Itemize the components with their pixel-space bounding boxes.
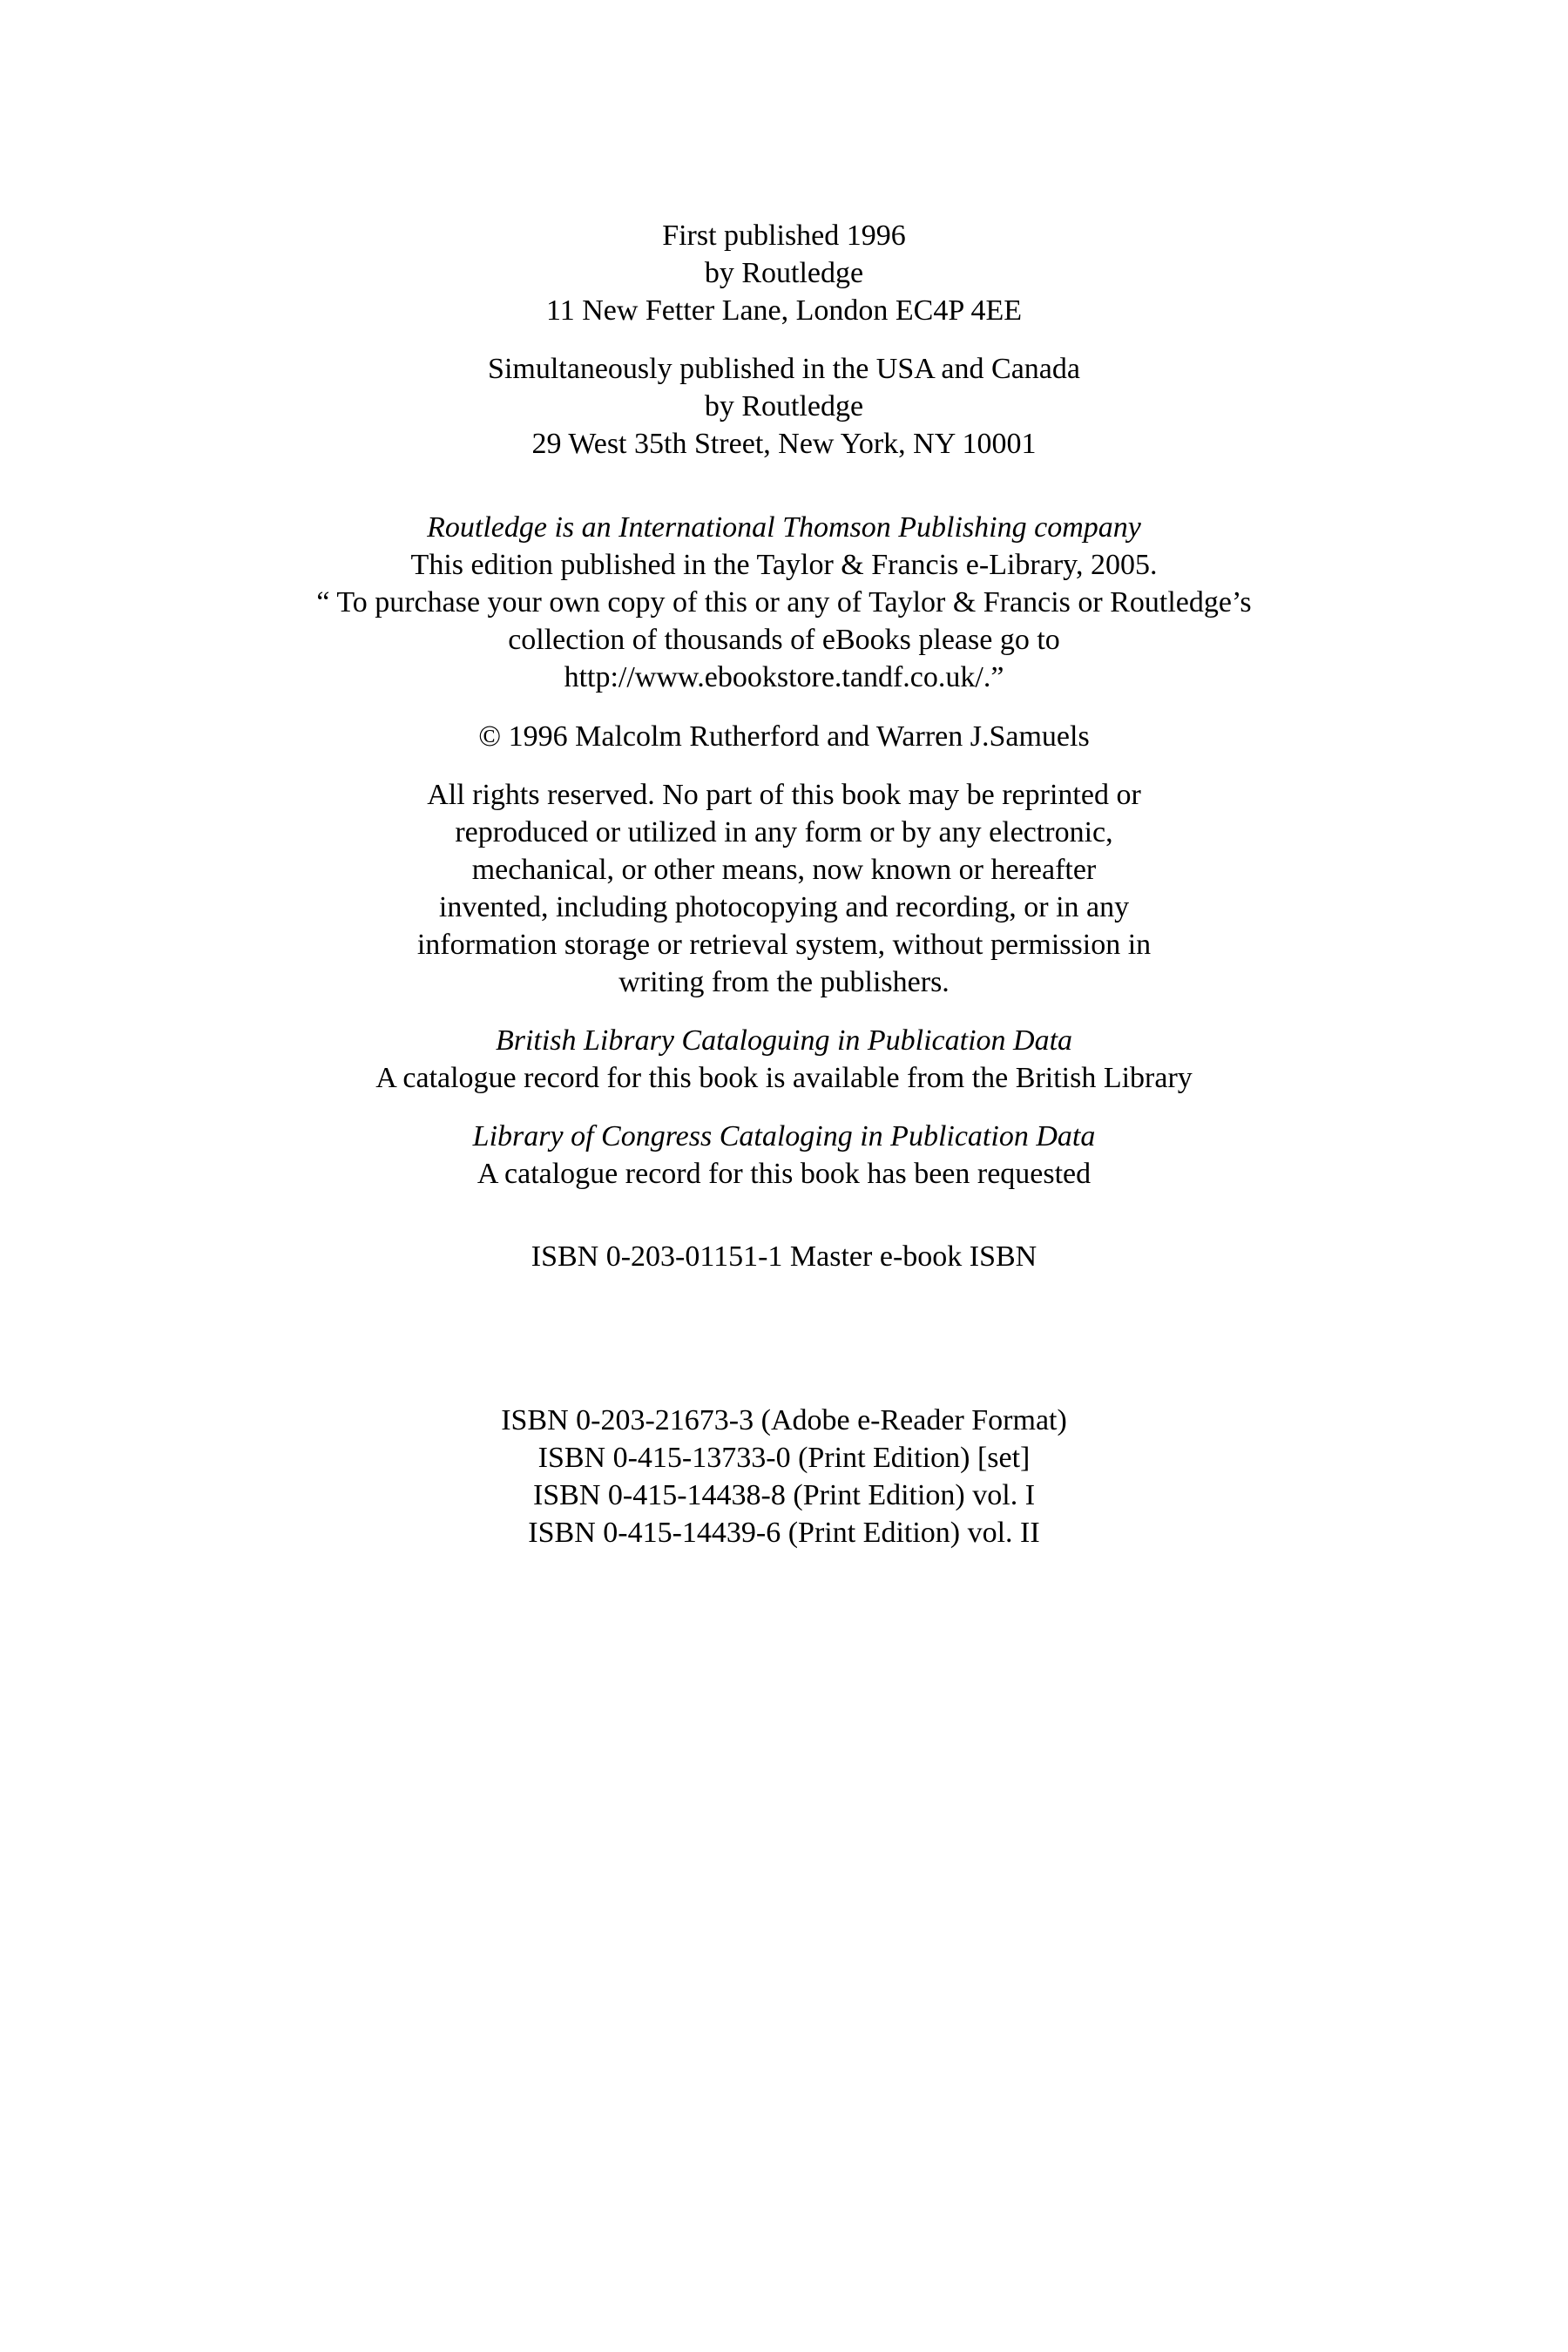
rights-line: writing from the publishers. [618,966,950,998]
publisher-address-line: 11 New Fetter Lane, London EC4P 4EE [545,294,1023,327]
first-published-line: First published 1996 [662,220,906,252]
copyright-notice: © 1996 Malcolm Rutherford and Warren J.Samuels [478,720,1090,753]
isbn-line: ISBN 0-415-14438-8 (Print Edition) vol. I [532,1479,1036,1511]
usa-publication-line: Simultaneously published in the USA and Canada [488,353,1080,385]
ebookstore-url: http://www.ebookstore.tandf.co.uk/.” [564,661,1004,693]
isbn-line: ISBN 0-415-13733-0 (Print Edition) [set] [537,1442,1031,1474]
loc-text: A catalogue record for this book has been requested [476,1158,1092,1190]
isbn-line: ISBN 0-415-14439-6 (Print Edition) vol. II [528,1517,1040,1549]
rights-line: invented, including photocopying and recording, or in any [438,891,1130,923]
isbn-line: ISBN 0-203-21673-3 (Adobe e-Reader Format) [501,1404,1067,1436]
rights-line: All rights reserved. No part of this book may be reprinted or [427,779,1141,811]
isbn-master: ISBN 0-203-01151-1 Master e-book ISBN [531,1240,1037,1273]
purchase-line: “ To purchase your own copy of this or any of Taylor & Francis or Routledge’s [316,586,1252,618]
loc-heading: Library of Congress Cataloging in Publication Data [472,1120,1096,1152]
usa-publisher-line: by Routledge [704,390,864,422]
usa-address-line: 29 West 35th Street, New York, NY 10001 [531,428,1037,460]
rights-line: reproduced or utilized in any form or by any electronic, [455,816,1113,848]
publisher-line: by Routledge [704,257,864,289]
british-library-heading: British Library Cataloguing in Publication Data [495,1024,1073,1057]
purchase-line: collection of thousands of eBooks please go to [508,624,1060,656]
rights-line: information storage or retrieval system, without permission in [416,929,1152,961]
edition-line: This edition published in the Taylor & Francis e-Library, 2005. [410,549,1158,581]
british-library-text: A catalogue record for this book is available from the British Library [375,1062,1193,1094]
rights-line: mechanical, or other means, now known or hereafter [471,854,1097,886]
company-statement: Routledge is an International Thomson Publishing company [427,511,1141,544]
